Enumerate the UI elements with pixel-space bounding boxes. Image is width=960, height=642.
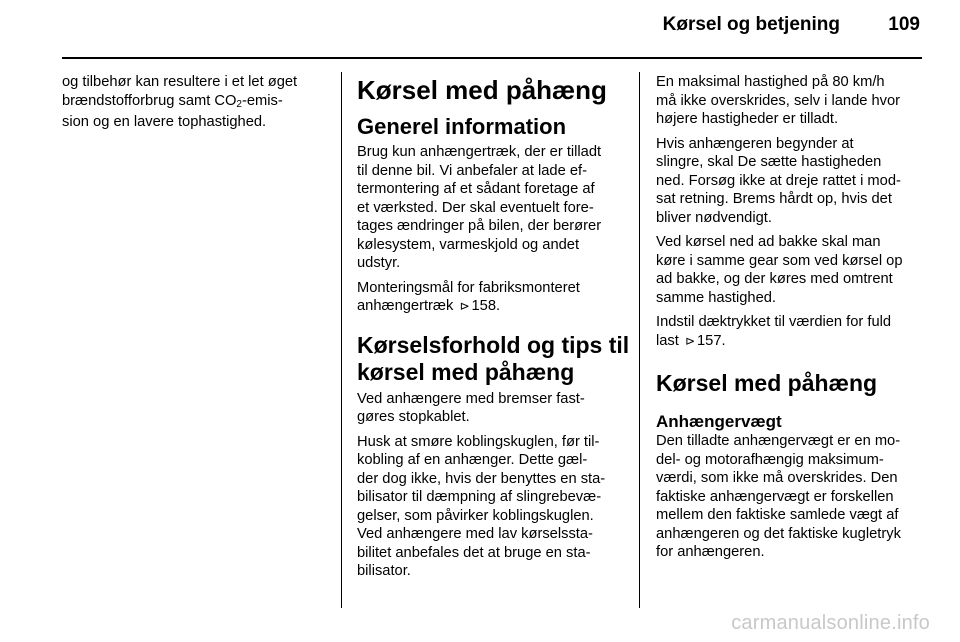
text-line: termontering af et sådant foretage af [357,181,595,197]
text-line: Den tilladte anhængervægt er en mo- [656,433,901,449]
text-line: værdi, som ikke må overskrides. Den [656,470,898,486]
page-reference-icon: ⊳ [459,299,470,313]
column-2 [357,76,629,587]
text-line: ad bakke, og der køres med omtrent [656,271,893,287]
text-line: højere hastigheder er tilladt. [656,111,839,127]
text-line [656,332,928,351]
text-line: gøres stopkablet. [357,409,470,425]
paragraph [656,73,928,129]
paragraph [357,143,629,273]
text-line: må ikke overskrides, selv i lande hvor [656,92,901,109]
text-fragment: -emis- [241,92,283,109]
paragraph [357,433,629,581]
section-heading: Kørsel med påhæng [656,370,878,396]
text-line: tages ændringer på bilen, der berører [357,218,602,234]
text-line: bilitet anbefales det at bruge en sta- [357,544,591,561]
heading-line: Kørselsforhold og tips til [357,331,630,358]
paragraph [656,313,928,350]
page-reference-icon: ⊳ [684,333,696,348]
text-line: faktiske anhængervægt er forskellen [656,488,894,505]
section-heading [357,332,629,386]
column-1 [62,73,334,138]
section-subheading: Anhængervægt [656,412,782,431]
text-line: til denne bil. Vi anbefaler at lade ef- [357,162,587,179]
subscript: 2 [236,98,242,110]
text-line: mellem den faktiske samlede vægt af [656,507,899,523]
page-reference-link[interactable]: 158. [471,298,501,314]
paragraph [656,233,928,307]
paragraph [656,432,928,562]
column-divider-2 [639,72,640,608]
text-line: sat retning. Brems hårdt op, hvis det [656,191,892,207]
text-fragment: brændstofforbrug samt CO [62,92,237,109]
paragraph [357,279,629,316]
text-line: Husk at smøre koblingskuglen, før til- [357,433,600,450]
watermark: carmanualsonline.info [731,612,930,634]
text-line: En maksimal hastighed på 80 km/h [656,74,885,90]
text-fragment: last [656,332,679,349]
paragraph [357,390,629,427]
text-line: et værksted. Der skal eventuelt fore- [357,199,594,216]
text-line: og tilbehør kan resultere i et let øget [62,74,298,90]
text-line: bilisator til dæmpning af slingrebevæ- [357,489,602,505]
text-line: kobling af en anhænger. Dette gæl- [357,452,588,468]
column-3 [656,73,928,568]
text-line: Indstil dæktrykket til værdien for fuld [656,314,892,330]
text-line: bilisator. [357,563,411,579]
text-line: der dog ikke, hvis der benyttes en sta- [357,470,606,487]
text-line [357,297,629,316]
heading-line: kørsel med påhæng [357,358,575,385]
column-divider-1 [341,72,342,608]
text-line: ned. Forsøg ikke at dreje rattet i mod- [656,172,901,189]
text-line [62,92,334,111]
text-line: Ved anhængere med bremser fast- [357,390,585,407]
paragraph [62,73,334,132]
text-line: sion og en lavere tophastighed. [62,114,267,130]
text-line: del- og motorafhængig maksimum- [656,451,884,468]
page-header-title: Kørsel og betjening [662,14,840,35]
text-line: udstyr. [357,255,401,271]
header-rule [62,57,922,59]
paragraph [656,135,928,228]
text-line: slingre, skal De sætte hastigheden [656,154,882,170]
text-line: for anhængeren. [656,544,765,560]
section-subtitle: Generel information [357,114,567,139]
text-fragment: anhængertræk [357,298,454,314]
text-line: Ved anhængere med lav kørselssta- [357,526,593,542]
page-reference-link[interactable]: 157. [697,332,726,349]
text-line: Brug kun anhængertræk, der er tilladt [357,144,602,160]
text-line: gelser, som påvirker koblingskuglen. [357,507,594,524]
text-line: køre i samme gear som ved kørsel op [656,252,903,269]
text-line: anhængeren og det faktiske kugletryk [656,525,901,542]
text-line: bliver nødvendigt. [656,209,772,226]
section-title: Kørsel med påhæng [357,75,607,105]
text-line: kølesystem, varmeskjold og andet [357,236,580,253]
text-line: Ved kørsel ned ad bakke skal man [656,234,881,250]
text-line: samme hastighed. [656,289,777,306]
page-number: 109 [888,14,920,35]
text-line: Monteringsmål for fabriksmonteret [357,279,580,296]
text-line: Hvis anhængeren begynder at [656,135,854,152]
